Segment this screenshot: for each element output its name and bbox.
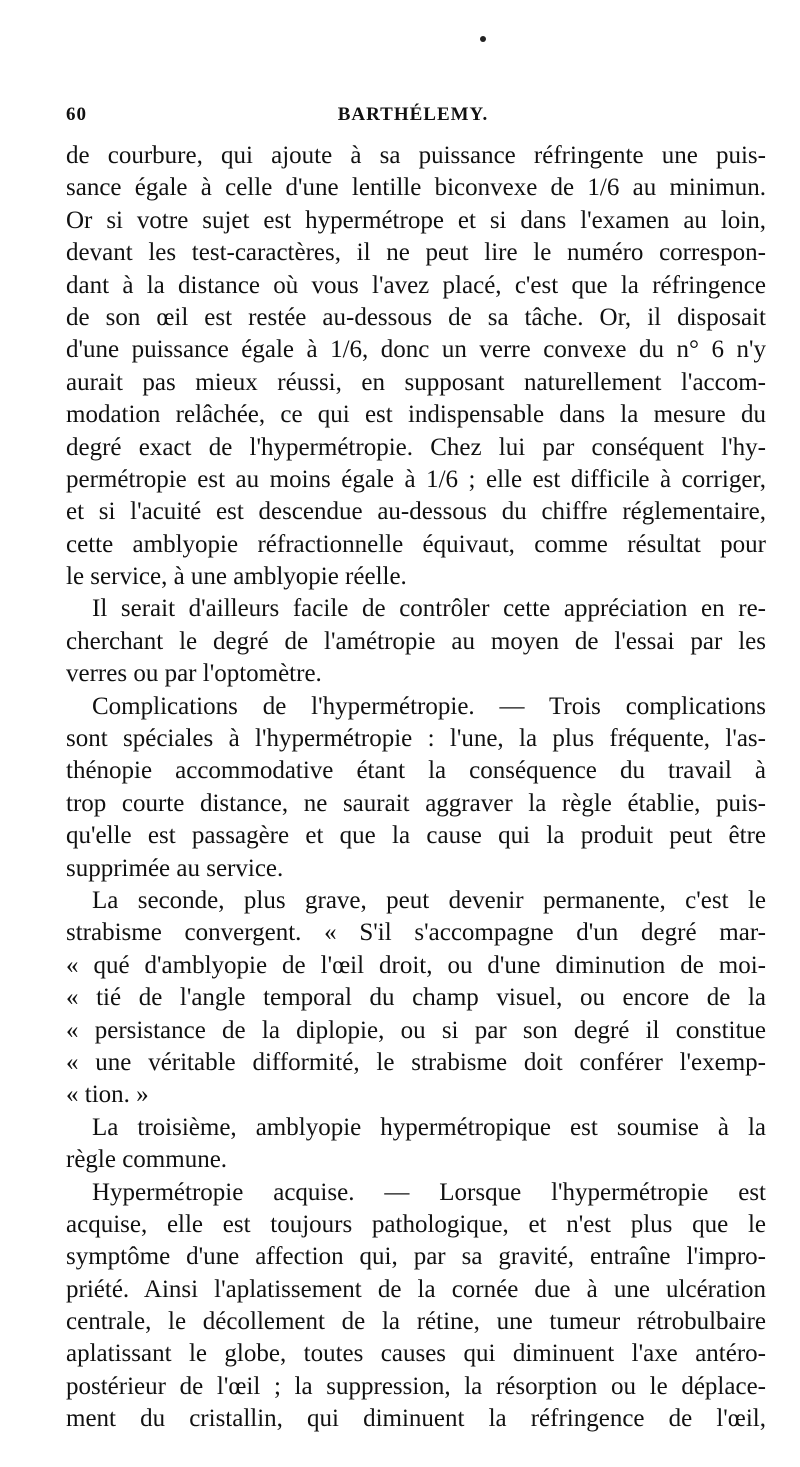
text-line: dant à la distance où vous l'avez placé, c'est que la réfringence	[66, 271, 766, 299]
text-line: centrale, le décollement de la rétine, une tumeur rétrobulbaire	[66, 1308, 766, 1336]
text-line: de courbure, qui ajoute à sa puissance réfringente une puis-	[66, 142, 766, 169]
page-number: 60	[66, 104, 87, 125]
text-line: « persistance de la diplopie, ou si par son degré il constitue	[66, 1016, 766, 1044]
text-line: sance égale à celle d'une lentille biconvexe de 1/6 au minimun.	[66, 174, 766, 202]
text-line: ment du cristallin, qui diminuent la réfringence de l'œil,	[66, 1405, 766, 1433]
text-line: Il serait d'ailleurs facile de contrôler cette appréciation en re-	[92, 595, 766, 623]
text-line: thénopie accommodative étant la conséquence du travail à	[66, 757, 766, 785]
text-line: degré exact de l'hypermétropie. Chez lui par conséquent l'hy-	[66, 433, 766, 461]
text-line: La troisième, amblyopie hypermétropique est soumise à la	[92, 1113, 766, 1141]
text-line: symptôme d'une affection qui, par sa gravité, entraîne l'impro-	[66, 1243, 766, 1271]
text-line: et si l'acuité est descendue au-dessous du chiffre réglementaire,	[66, 498, 766, 526]
text-line: supprimée au service.	[66, 854, 284, 882]
text-line: cherchant le degré de l'amétropie au moyen de l'essai par les	[66, 627, 766, 655]
text-line: aplatissant le globe, toutes causes qui diminuent l'axe antéro-	[66, 1340, 766, 1368]
text-line: trop courte distance, ne saurait aggraver la règle établie, puis-	[66, 789, 766, 817]
text-line: le service, à une amblyopie réelle.	[66, 563, 407, 591]
text-line: qu'elle est passagère et que la cause qui la produit peut être	[66, 822, 766, 850]
body-text	[66, 140, 766, 1436]
text-line: « tié de l'angle temporal du champ visuel, ou encore de la	[66, 984, 766, 1012]
text-line: devant les test-caractères, il ne peut lire le numéro correspon-	[66, 239, 766, 267]
text-line: La seconde, plus grave, peut devenir permanente, c'est le	[92, 886, 766, 914]
text-line: cette amblyopie réfractionnelle équivaut, comme résultat pour	[66, 530, 766, 558]
section-heading-line: Hypermétropie acquise. — Lorsque l'hypermétropie est	[92, 1178, 766, 1206]
page-header	[66, 104, 760, 134]
text-line: sont spéciales à l'hypermétropie : l'une, la plus fréquente, l'as-	[66, 725, 766, 753]
text-line: aurait pas mieux réussi, en supposant naturellement l'accom-	[66, 368, 766, 396]
section-heading-line: Complications de l'hypermétropie. — Trois complications	[92, 692, 766, 720]
text-line: strabisme convergent. « S'il s'accompagne d'un degré mar-	[66, 919, 766, 947]
text-line: priété. Ainsi l'aplatissement de la cornée due à une ulcération	[66, 1275, 766, 1303]
text-line: Or si votre sujet est hypermétrope et si dans l'examen au loin,	[66, 206, 766, 234]
text-line: modation relâchée, ce qui est indispensable dans la mesure du	[66, 401, 766, 429]
text-line: de son œil est restée au-dessous de sa tâche. Or, il disposait	[66, 303, 766, 331]
text-line: « qué d'amblyopie de l'œil droit, ou d'une diminution de moi-	[66, 951, 766, 979]
text-line: règle commune.	[66, 1146, 228, 1174]
text-line: permétropie est au moins égale à 1/6 ; elle est difficile à corriger,	[66, 465, 766, 493]
text-line: d'une puissance égale à 1/6, donc un verre convexe du n° 6 n'y	[66, 336, 766, 364]
ink-dot	[480, 36, 486, 42]
text-line: « une véritable difformité, le strabisme doit conférer l'exemp-	[66, 1048, 766, 1076]
running-title: BARTHÉLEMY.	[337, 104, 489, 125]
text-line: « tion. »	[66, 1081, 149, 1109]
text-line: verres ou par l'optomètre.	[66, 660, 322, 688]
text-line: acquise, elle est toujours pathologique, et n'est plus que le	[66, 1210, 766, 1238]
text-line: postérieur de l'œil ; la suppression, la résorption ou le déplace-	[66, 1372, 766, 1400]
